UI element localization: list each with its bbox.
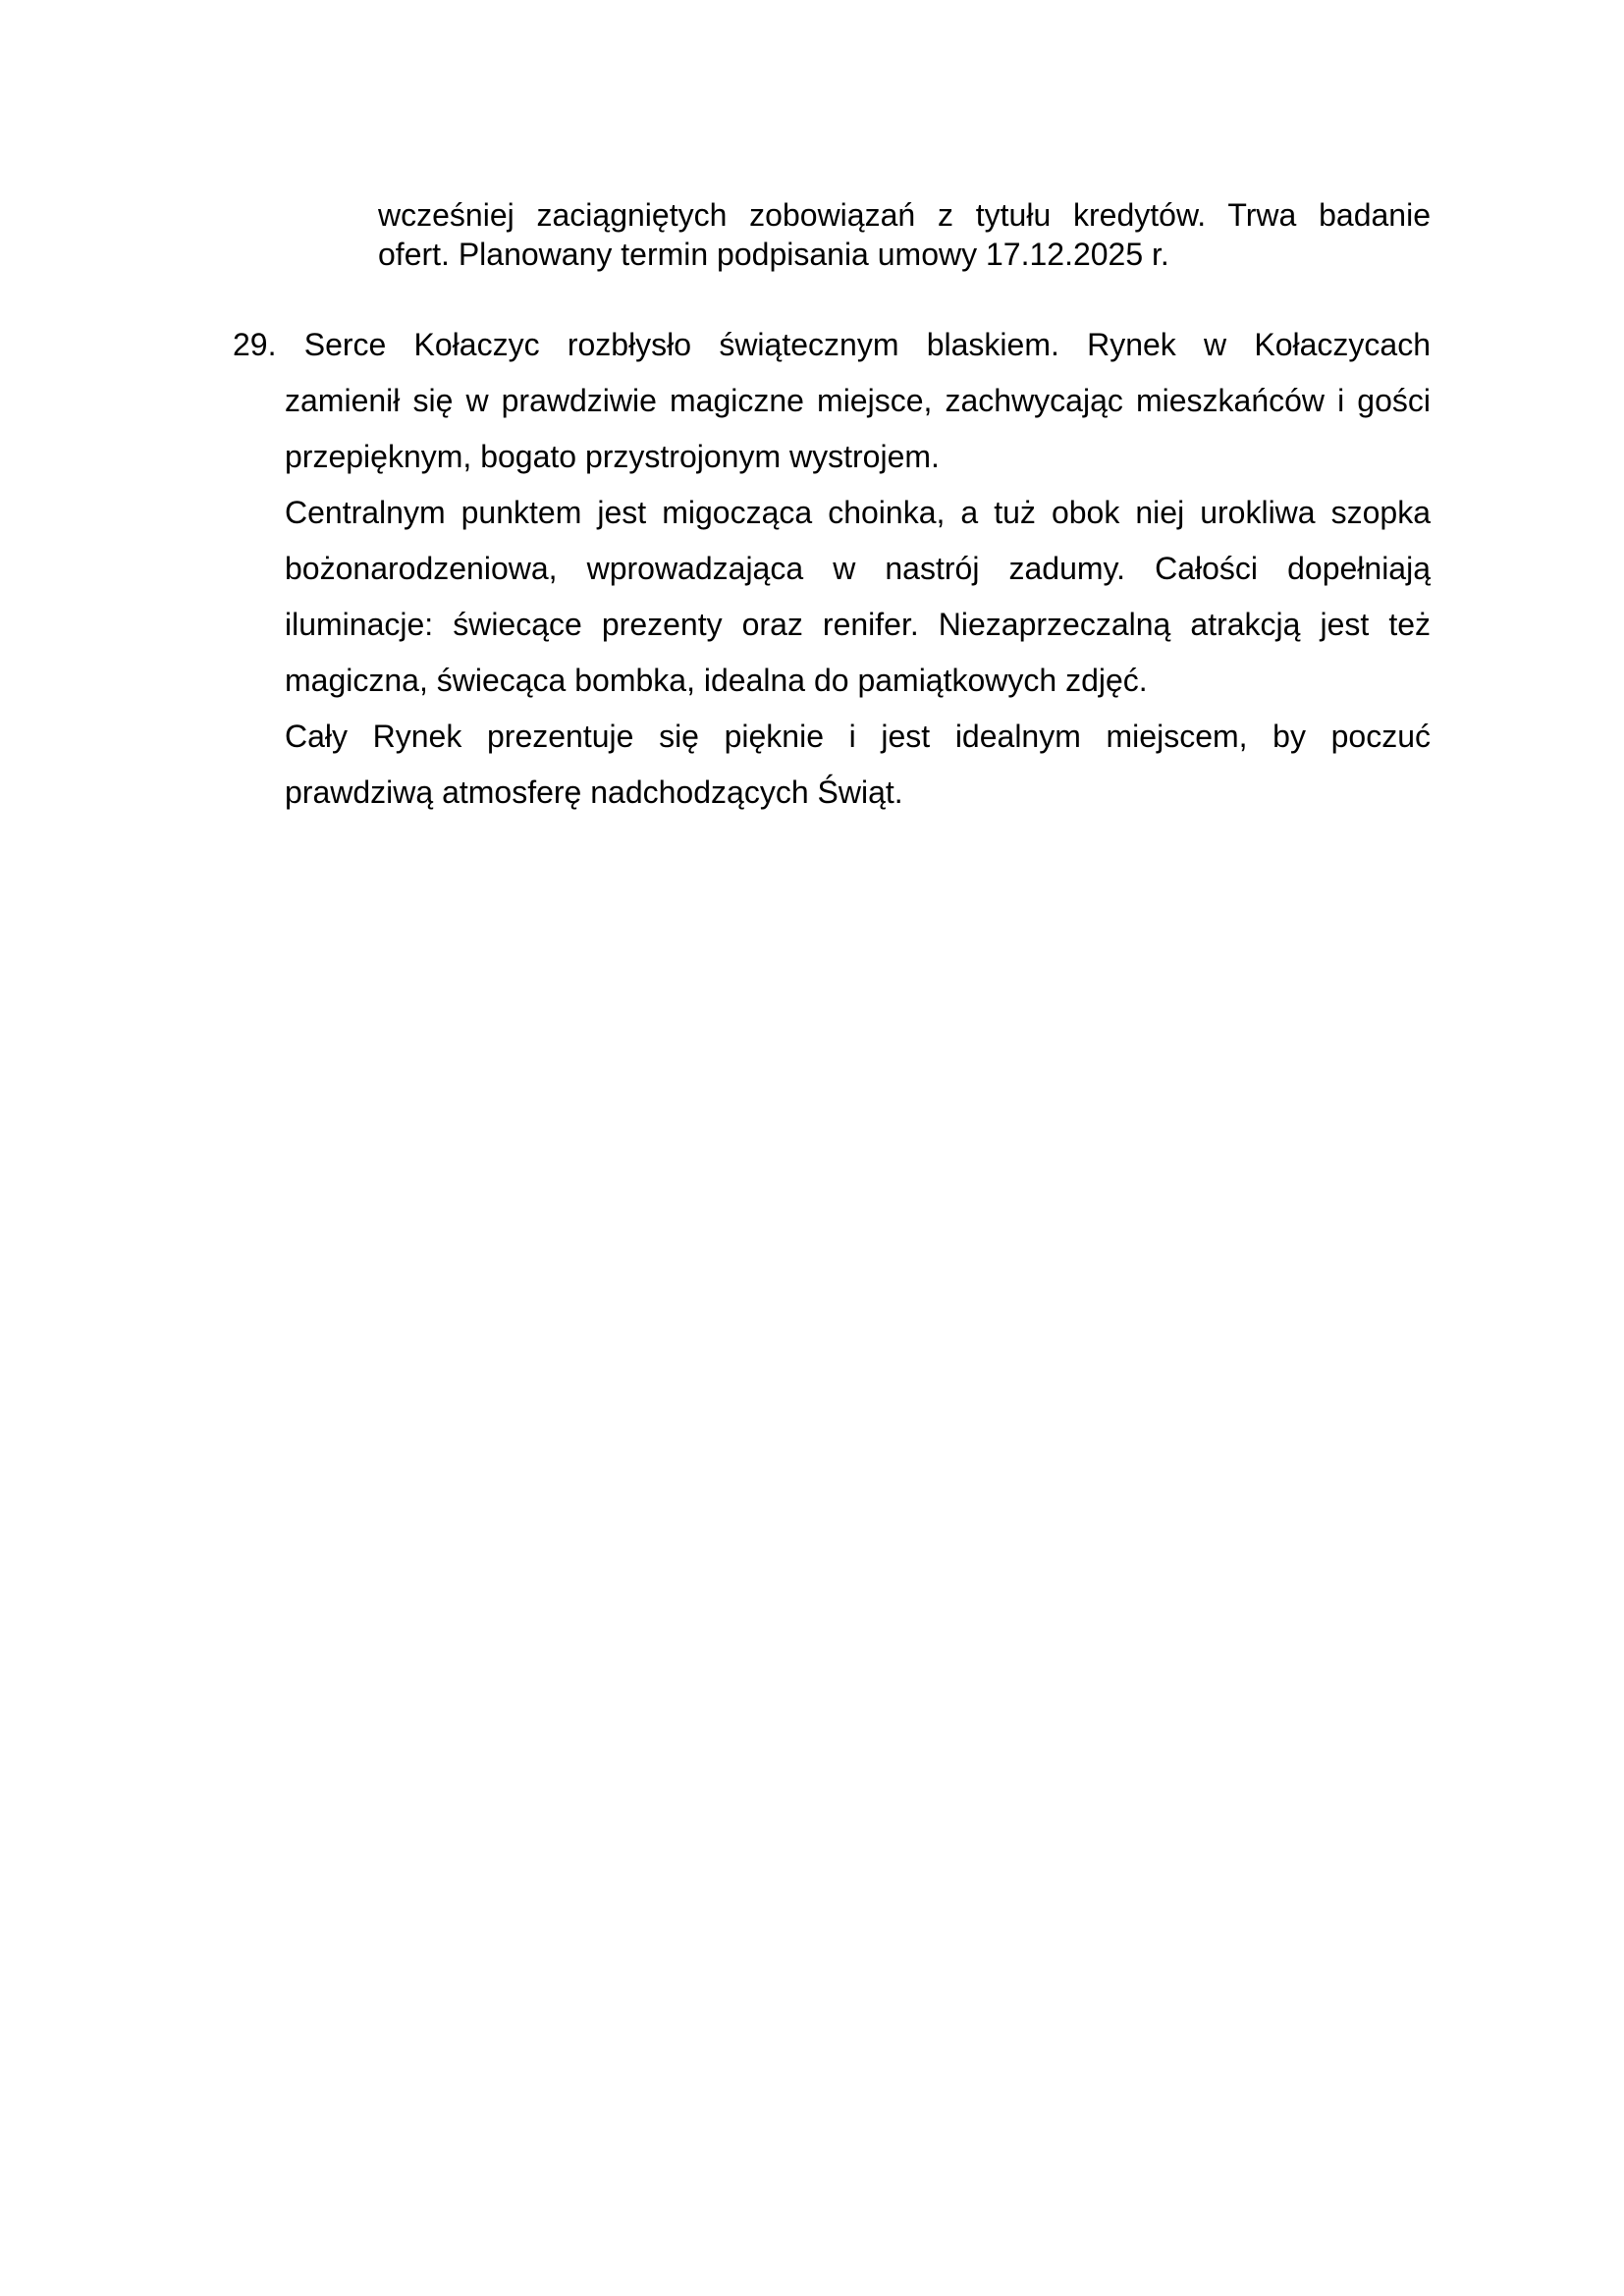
list-item-29-body bbox=[285, 373, 1431, 821]
paragraph-line: bożonarodzeniowa, wprowadzająca w nastrój zadumy. Całości dopełniają bbox=[285, 551, 1431, 586]
paragraph-line: Centralnym punktem jest migocząca choinka, a tuż obok niej urokliwa szopka bbox=[285, 495, 1431, 530]
paragraph-line: ofert. Planowany termin podpisania umowy 17.12.2025 r. bbox=[378, 237, 1169, 272]
paragraph-line: magiczna, świecąca bombka, idealna do pamiątkowych zdjęć. bbox=[285, 663, 1148, 698]
paragraph-line: iluminacje: świecące prezenty oraz renifer. Niezaprzeczalną atrakcją jest też bbox=[285, 607, 1431, 642]
paragraph-line: przepięknym, bogato przystrojonym wystrojem. bbox=[285, 439, 940, 474]
list-item-number: 29. bbox=[233, 327, 277, 362]
continuation-paragraph bbox=[378, 195, 1431, 274]
paragraph-line: wcześniej zaciągniętych zobowiązań z tytułu kredytów. Trwa badanie bbox=[378, 197, 1431, 233]
paragraph-line: Cały Rynek prezentuje się pięknie i jest idealnym miejscem, by poczuć bbox=[285, 719, 1431, 754]
paragraph-line: prawdziwą atmosferę nadchodzących Świąt. bbox=[285, 774, 903, 810]
list-item-29-first-line bbox=[233, 317, 1431, 373]
list-item-first-line-text: Serce Kołaczyc rozbłysło świątecznym blaskiem. Rynek w Kołaczycach bbox=[303, 327, 1432, 362]
paragraph-line: zamienił się w prawdziwie magiczne miejsce, zachwycając mieszkańców i gości bbox=[285, 383, 1431, 418]
